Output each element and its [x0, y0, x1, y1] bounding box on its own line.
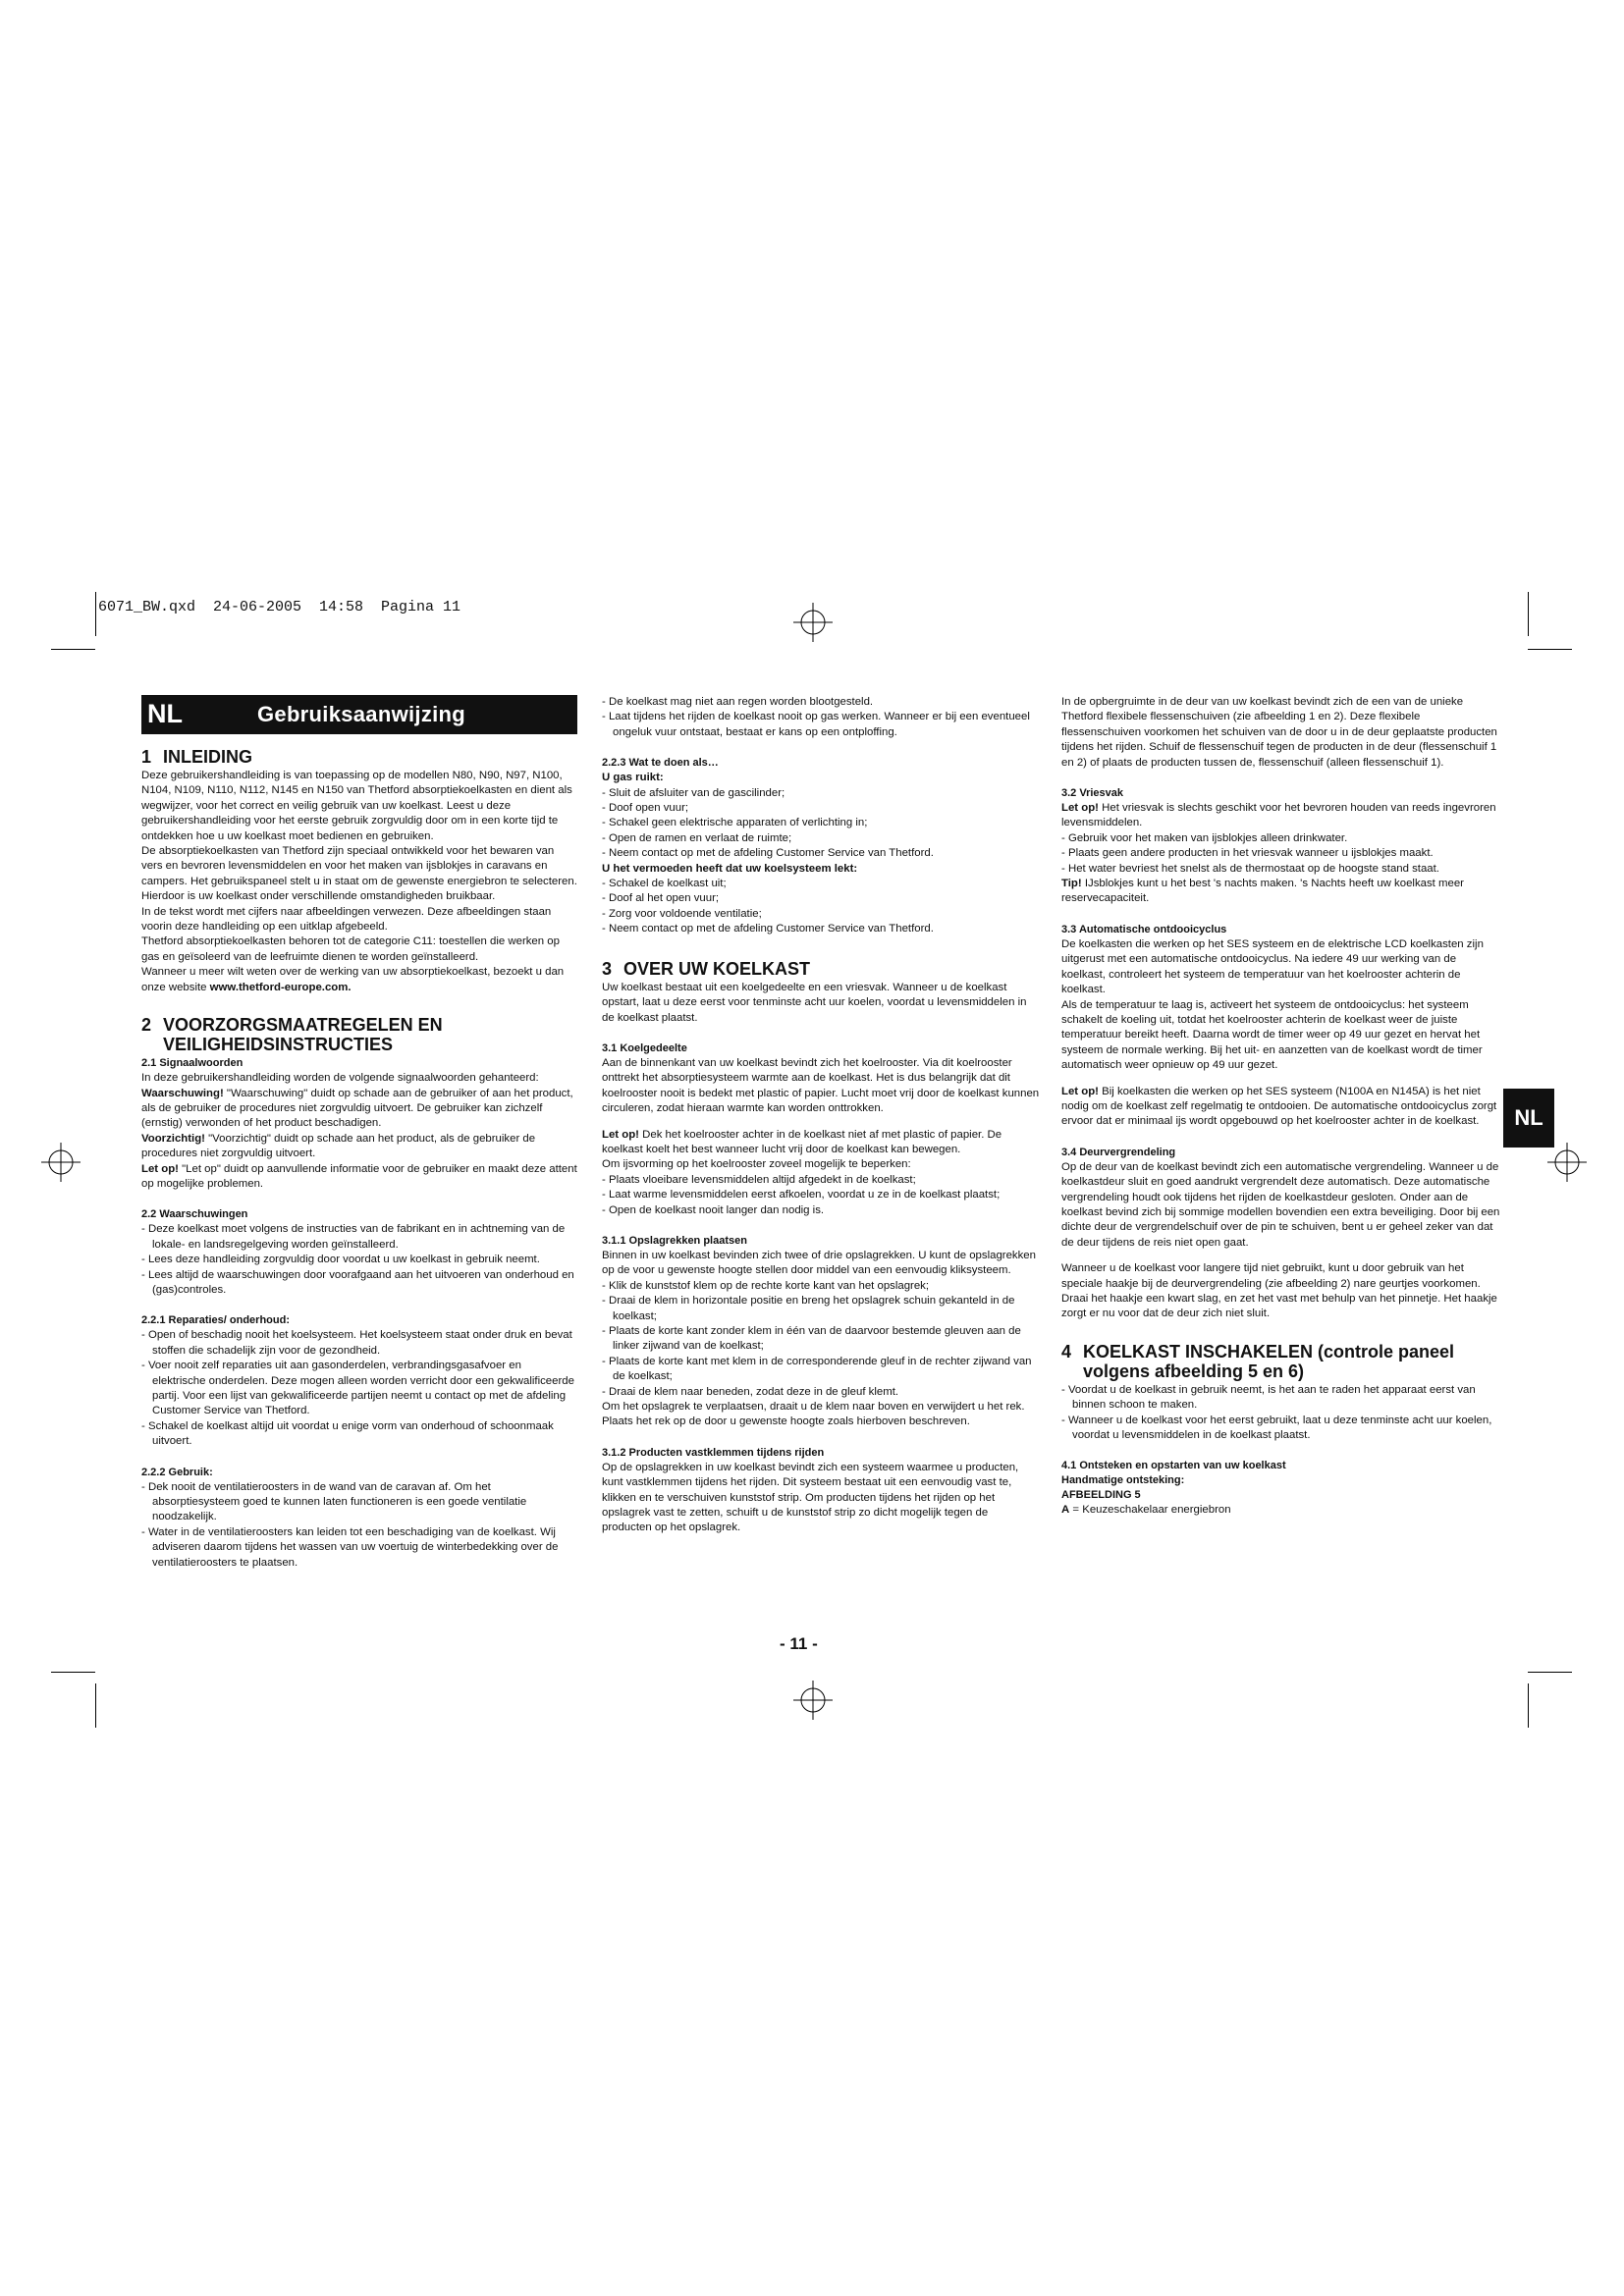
crop-mark	[95, 1683, 96, 1728]
list-item: - Laat warme levensmiddelen eerst afkoelen, voordat u ze in de koelkast plaatst;	[602, 1188, 1040, 1202]
list-item: - Water in de ventilatieroosters kan leiden tot een beschadiging van de koelkast. Wij adviseren daarom tijdens het wassen van uw voertuig de winterbedekking over de ventilatieroosters te plaatsen.	[141, 1525, 577, 1571]
paragraph: Let op! Dek het koelrooster achter in de koelkast niet af met plastic of papier. De koelkast koelt het best wanneer lucht vrij door de koelkast kan bewegen.	[602, 1128, 1002, 1155]
column-2	[602, 695, 1040, 1536]
paragraph: In deze gebruikershandleiding worden de volgende signaalwoorden gehanteerd:	[141, 1072, 539, 1085]
list-item: - Dek nooit de ventilatieroosters in de wand van de caravan af. Om het absorptiesysteem goed te kunnen laten functioneren is een goede ventilatie noodzakelijk.	[141, 1480, 577, 1525]
list-item: - Klik de kunststof klem op de rechte korte kant van het opslagrek;	[602, 1279, 1040, 1294]
column-3	[1061, 695, 1500, 1519]
paragraph: Uw koelkast bestaat uit een koelgedeelte en een vriesvak. Wanneer u de koelkast opstart, laat u deze eerst voor tenminste acht uur koelen, voordat u levensmiddelen in de koelkast plaatst.	[602, 981, 1027, 1024]
subsection-heading: 3.1.2 Producten vastklemmen tijdens rijden	[602, 1446, 825, 1459]
list-item: - Deze koelkast moet volgens de instructies van de fabrikant en in achtneming van de lokale- en landsregelgeving worden geïnstalleerd.	[141, 1222, 577, 1253]
list-item: - Draai de klem in horizontale positie en breng het opslagrek schuin gekanteld in de koelkast;	[602, 1294, 1040, 1324]
paragraph: Let op! Bij koelkasten die werken op het SES systeem (N100A en N145A) is het niet nodig om de koelkast zelf regelmatig te ontdooien. De automatische ontdooicyclus zorgt ervoor dat er minimaal ijs wordt opgebouwd op het koelrooster achter in de koelkast.	[1061, 1085, 1497, 1128]
subsection-heading: 2.2.2 Gebruik:	[141, 1466, 213, 1478]
registration-mark-right	[1547, 1143, 1587, 1182]
subsection-heading: 3.2 Vriesvak	[1061, 787, 1124, 800]
section-3-heading: 3 OVER UW KOELKAST	[602, 958, 811, 979]
list-item: - Laat tijdens het rijden de koelkast nooit op gas werken. Wanneer er bij een eventueel ongeluk vuur ontstaat, bestaat er kans op een ontploffing.	[602, 710, 1040, 740]
registration-mark-left	[41, 1143, 81, 1182]
paragraph: Waarschuwing! "Waarschuwing" duidt op schade aan de gebruiker of aan het product, als de gebruiker de procedures niet zorgvuldig uitvoert. De gebruiker kan zichzelf (ernstig) verwonden of het product beschadigen.	[141, 1087, 573, 1130]
repairs-list	[141, 1328, 577, 1449]
paragraph: Op de opslagrekken in uw koelkast bevindt zich een systeem waarmee u producten, kunt vastklemmen tijdens het rijden. Dit systeem bestaat uit een eenvoudig vast te, klikken en te verschuiven kunststof strip. Om producten tijdens het rijden op het opslagrek vast te zetten, schuift u de kunststof strip zo dicht mogelijk tegen de producten op het opslagrek.	[602, 1461, 1019, 1534]
list-item: - Neem contact op met de afdeling Customer Service van Thetford.	[602, 846, 1040, 861]
list-item: - Voordat u de koelkast in gebruik neemt, is het aan te raden het apparaat eerst van binnen schoon te maken.	[1061, 1383, 1500, 1414]
banner-title: Gebruiksaanwijzing	[257, 702, 466, 727]
paragraph: Deze gebruikershandleiding is van toepassing op de modellen N80, N90, N97, N100, N104, N109, N110, N112, N145 en N150 van Thetford absorptiekoelkasten en dient als wegwijzer, voor het correct en veilig gebruik van uw koelkast. Leest u deze gebruikershandleiding voor het eerste gebruik zorgvuldig door om in een korte tijd te ontdekken hoe u uw koelkast moet bedienen en gebruiken.	[141, 770, 572, 842]
crop-mark	[51, 649, 95, 650]
column-1	[141, 695, 577, 1571]
website-link[interactable]: www.thetford-europe.com.	[209, 981, 352, 993]
list-item: - Open of beschadig nooit het koelsysteem. Het koelsysteem staat onder druk en bevat stoffen die schadelijk zijn voor de gezondheid.	[141, 1328, 577, 1359]
crop-mark	[1528, 592, 1529, 636]
list-item: - Draai de klem naar beneden, zodat deze in de gleuf klemt.	[602, 1385, 1040, 1400]
figure-reference: AFBEELDING 5	[1061, 1489, 1141, 1502]
paragraph: Binnen in uw koelkast bevinden zich twee of drie opslagrekken. U kunt de opslagrekken op de voor u gewenste hoogte stellen door middel van een eenvoudig kliksysteem.	[602, 1249, 1036, 1277]
subsection-heading: Handmatige ontsteking:	[1061, 1474, 1185, 1487]
paragraph: Aan de binnenkant van uw koelkast bevindt zich het koelrooster. Via dit koelrooster onttrekt het absorptiesysteem warmte aan de koelkast. Het is dus belangrijk dat dit koelrooster nooit is bedekt met plastic of papier. Lucht moet vrij door de koelkast kunnen circuleren, zodat hieraan warmte kan worden onttrokken.	[602, 1056, 1040, 1115]
list-item: - Voer nooit zelf reparaties uit aan gasonderdelen, verbrandingsgasafvoer en elektrische onderdelen. Deze mogen alleen worden verricht door een gekwalificeerde partij. Voor een lijst van gekwalificeerde partijen neemt u contact op met de afdeling Customer Service van Thetford.	[141, 1359, 577, 1419]
list-item: - Lees deze handleiding zorgvuldig door voordat u uw koelkast in gebruik neemt.	[141, 1253, 577, 1267]
list-item: - Open de ramen en verlaat de ruimte;	[602, 831, 1040, 846]
registration-mark-top	[793, 603, 833, 642]
paragraph: Voorzichtig! "Voorzichtig" duidt op schade aan het product, als de gebruiker de procedures niet zorgvuldig uitvoert.	[141, 1132, 536, 1160]
subsection-heading: 2.1 Signaalwoorden	[141, 1057, 244, 1070]
paragraph: Om het opslagrek te verplaatsen, draait u de klem naar boven en verwijdert u het rek. Plaats het rek op de door u gewenste hoogte zoals hierboven beschreven.	[602, 1401, 1025, 1428]
subsection-heading: 2.2.1 Reparaties/ onderhoud:	[141, 1314, 290, 1327]
list-item: - Doof open vuur;	[602, 801, 1040, 816]
list-item: - Het water bevriest het snelst als de thermostaat op de hoogste stand staat.	[1061, 862, 1500, 877]
paragraph: Wanneer u de koelkast voor langere tijd niet gebruikt, kunt u door gebruik van het speciale haakje bij de deurvergrendeling (zie afbeelding 2) nare geurtjes voorkomen. Draai het haakje een kwart slag, en zet het vast met behulp van het pinnetje. Het haakje zorgt er nu voor dat de deur zich niet sluit.	[1061, 1262, 1497, 1320]
list-item: - Wanneer u de koelkast voor het eerst gebruikt, laat u deze tenminste acht uur koelen, voordat u levensmiddelen in de koelkast plaatst.	[1061, 1414, 1500, 1444]
ice-prevention-list	[602, 1173, 1040, 1218]
list-item: - Schakel de koelkast altijd uit voordat u enige vorm van onderhoud of schoonmaak uitvoert.	[141, 1419, 577, 1450]
list-item: - Gebruik voor het maken van ijsblokjes alleen drinkwater.	[1061, 831, 1500, 846]
startup-list	[1061, 1383, 1500, 1444]
paragraph: A = Keuzeschakelaar energiebron	[1061, 1504, 1231, 1517]
subsection-heading: 3.1 Koelgedeelte	[602, 1041, 687, 1054]
paragraph: In de tekst wordt met cijfers naar afbeeldingen verwezen. Deze afbeeldingen staan voorin deze handleiding op een uitklap afgebeeld.	[141, 905, 552, 934]
warnings-list	[141, 1222, 577, 1298]
list-item: - Doof al het open vuur;	[602, 891, 1040, 906]
subsection-heading: 3.4 Deurvergrendeling	[1061, 1146, 1176, 1158]
list-item: - Schakel geen elektrische apparaten of verlichting in;	[602, 816, 1040, 830]
list-item: - Open de koelkast nooit langer dan nodig is.	[602, 1203, 1040, 1218]
header-banner	[141, 695, 577, 734]
paragraph: De absorptiekoelkasten van Thetford zijn speciaal ontwikkeld voor het bewaren van vers en bevroren levensmiddelen en voor het maken van ijsblokjes in caravans en campers. Het gebruikspaneel stelt u in staat om de gewenste energiebron te selecteren. Hierdoor is uw koelkast onder verschillende omstandigheden bruikbaar.	[141, 845, 577, 903]
paragraph: Let op! Het vriesvak is slechts geschikt voor het bevroren houden van reeds ingevroren levensmiddelen.	[1061, 802, 1496, 829]
paragraph: Op de deur van de koelkast bevindt zich een automatische vergrendeling. Wanneer u de koelkastdeur sluit en goed aandrukt vergrendelt deze automatisch. Deze automatische vergrendeling houdt ook tijdens het rijden de koelkastdeur gesloten. Onder aan de koelkast bevind zich bij sommige modellen bovendien een extra beveiliging. Door bij een dichte deur de vergrendelschuif over de pin te schuiven, bent u er geheel zeker van dat de deur tijdens de reis niet open gaat.	[1061, 1160, 1500, 1249]
crop-mark	[1528, 649, 1572, 650]
list-item: - Schakel de koelkast uit;	[602, 877, 1040, 891]
paragraph: Let op! "Let op" duidt op aanvullende informatie voor de gebruiker en maakt deze attent op mogelijke problemen.	[141, 1162, 577, 1190]
crop-mark	[51, 1672, 95, 1673]
paragraph: Om ijsvorming op het koelrooster zoveel mogelijk te beperken:	[602, 1158, 911, 1171]
section-2-heading: 2 VOORZORGSMAATREGELEN EN VEILIGHEIDSINSTRUCTIES	[141, 1015, 443, 1055]
subsection-heading: 3.3 Automatische ontdooicyclus	[1061, 923, 1227, 935]
paragraph: Als de temperatuur te laag is, activeert het systeem de ontdooicyclus: het systeem schakelt de koeling uit, totdat het koelrooster achterin de koelkast weer de juiste temperatuur bereikt heeft. Daarna wordt de timer weer op 49 uur gezet en hervat het systeem de normale werking. Bij het uit- en aanzetten van de koelkast wordt de timer automatisch weer opnieuw op 49 uur gezet.	[1061, 998, 1483, 1072]
crop-mark	[1528, 1683, 1529, 1728]
paragraph: De koelkasten die werken op het SES systeem en de elektrische LCD koelkasten zijn uitgerust met een automatische ontdooicyclus. Na iedere 49 uur werking van de koelkast, controleert het systeem de temperatuur van het koelrooster achterin de koelkast.	[1061, 937, 1484, 996]
list-item: - De koelkast mag niet aan regen worden blootgesteld.	[602, 695, 1040, 710]
usage-list	[141, 1480, 577, 1571]
usage-list-continued	[602, 695, 1040, 740]
page-number: - 11 -	[780, 1634, 818, 1653]
subsection-heading: 2.2 Waarschuwingen	[141, 1208, 248, 1221]
subsection-heading: 4.1 Ontsteken en opstarten van uw koelkast	[1061, 1460, 1286, 1472]
subsection-heading: 3.1.1 Opslagrekken plaatsen	[602, 1234, 747, 1247]
list-item: - Sluit de afsluiter van de gascilinder;	[602, 786, 1040, 801]
crop-mark	[95, 592, 96, 636]
list-item: - Plaats de korte kant zonder klem in één van de daarvoor bestemde gleuven aan de linker zijwand van de koelkast;	[602, 1324, 1040, 1355]
gas-smell-list	[602, 786, 1040, 862]
section-1-heading: 1 INLEIDING	[141, 747, 253, 767]
language-side-tab: NL	[1503, 1089, 1554, 1148]
paragraph: Thetford absorptiekoelkasten behoren tot de categorie C11: toestellen die werken op gas en geïsoleerd van de leefruimte dienen te worden geïnstalleerd.	[141, 935, 560, 963]
condition-label: U het vermoeden heeft dat uw koelsysteem lekt:	[602, 862, 858, 875]
list-item: - Lees altijd de waarschuwingen door voorafgaand aan het uitvoeren van onderhoud en (gas)controles.	[141, 1268, 577, 1299]
leak-list	[602, 877, 1040, 937]
list-item: - Plaats vloeibare levensmiddelen altijd afgedekt in de koelkast;	[602, 1173, 1040, 1188]
crop-mark	[1528, 1672, 1572, 1673]
list-item: - Plaats geen andere producten in het vriesvak wanneer u ijsblokjes maakt.	[1061, 846, 1500, 861]
condition-label: U gas ruikt:	[602, 772, 664, 784]
list-item: - Neem contact op met de afdeling Customer Service van Thetford.	[602, 922, 1040, 936]
paragraph: Tip! IJsblokjes kunt u het best 's nachts maken. 's Nachts heeft uw koelkast meer reservecapaciteit.	[1061, 878, 1464, 905]
list-item: - Plaats de korte kant met klem in de corresponderende gleuf in de rechter zijwand van de koelkast;	[602, 1355, 1040, 1385]
paragraph: Wanneer u meer wilt weten over de werking van uw absorptiekoelkast, bezoekt u dan onze website www.thetford-europe.com.	[141, 966, 565, 993]
freezer-list	[1061, 831, 1500, 877]
language-code: NL	[147, 699, 183, 729]
file-slug: 6071_BW.qxd 24-06-2005 14:58 Pagina 11	[98, 599, 461, 615]
section-4-heading: 4 KOELKAST INSCHAKELEN (controle paneel volgens afbeelding 5 en 6)	[1061, 1341, 1455, 1381]
subsection-heading: 2.2.3 Wat te doen als…	[602, 757, 719, 770]
shelf-steps-list	[602, 1279, 1040, 1400]
paragraph: In de opbergruimte in de deur van uw koelkast bevindt zich de een van de unieke Thetford flexibele flessenschuiven (zie afbeelding 1 en 2). Deze flexibele flessenschuiven voorkomen het schuiven van de door u in de deur geplaatste producten tijdens het rijden. Schuif de flessenschuif tegen de producten in de deur (flessenschuif 1 en 2) of plaats de producten tussen de, flessenschuif (alleen flessenschuif 1).	[1061, 696, 1497, 769]
registration-mark-bottom	[793, 1681, 833, 1720]
list-item: - Zorg voor voldoende ventilatie;	[602, 907, 1040, 922]
